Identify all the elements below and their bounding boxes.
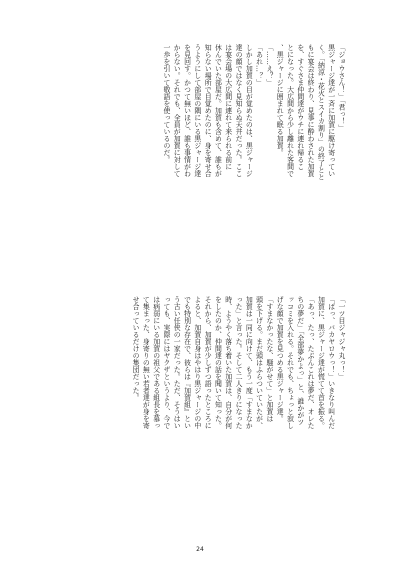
text-column: 一歩を引いて敬語を使っているのだ。 bbox=[161, 44, 170, 163]
text-column: 「あっ、たっ、たぶんこれは夢だ、オレた bbox=[306, 296, 315, 429]
text-column: 「すまなかったな、騒がせて」と加賀は bbox=[264, 296, 273, 422]
text-column: をしたのか、仲間達の話を聞いて知った。 bbox=[213, 296, 222, 429]
text-column: は宴会場の大広間に連れて来られる前に bbox=[223, 44, 232, 170]
text-column: もに宴会は終わり、見事に酔わされた加賀 bbox=[306, 44, 315, 177]
text-column: よると、加賀自身はやはり黒ジャージの中 bbox=[192, 296, 201, 429]
text-column: 、黒ジャージに囲まれて眠る加賀。 bbox=[275, 44, 284, 156]
text-column: ッコミを入れる。それでも、ちょっと寂し bbox=[285, 296, 294, 429]
text-column: を見回す。かつて無いほど、誰も事情がわ bbox=[182, 44, 191, 177]
text-column: 「ジョウさん！」「君っ！」 bbox=[337, 44, 345, 132]
text-column: からない。それでも、全員が加賀に対して bbox=[172, 44, 181, 177]
text-column: て集まった、身寄りの無い若者達が身を寄 bbox=[141, 296, 150, 429]
text-column: 「……え？」 bbox=[264, 44, 273, 86]
text-column: げな顔で加賀を見つめる黒ジャージ達。 bbox=[275, 296, 284, 422]
text-column: とになった。大広間から少し離れた客間で bbox=[285, 44, 294, 177]
text-column: 加賀は一同に向けて、もう一度「すまなか bbox=[244, 296, 253, 429]
text-column: った」と言った。そして二人きりになった bbox=[234, 296, 243, 429]
text-column: 「ばっ、バカヤロウっ！」いきなり叫んだ bbox=[326, 296, 335, 429]
text-column: っても、実際にはヤクザというより、今で bbox=[161, 296, 170, 429]
page-number: 24 bbox=[196, 546, 204, 553]
text-column: う古い任侠の一家だった。ただ、そうはい bbox=[172, 296, 181, 429]
text-column: ちの夢だ」「全部夢かよっ」と、誰かがツ bbox=[295, 296, 304, 426]
text-column: でも特別な存在で、彼らは『加賀組』とい bbox=[182, 296, 191, 429]
text-column: うようにして部屋の隅にいる黒ジャージ達 bbox=[192, 44, 201, 177]
text-column: 「あれ…？」 bbox=[254, 44, 263, 86]
text-column: 知らない場所で目覚めたのに、身を寄せ合 bbox=[203, 44, 212, 177]
text-column: せ合っているだけの集団だった。 bbox=[131, 296, 140, 401]
text-column: 加賀に、黒ジャージ達が慌てて首を振る。 bbox=[316, 296, 325, 429]
text-column: 頭を下げる。まだ頭はふらついていたが、 bbox=[254, 296, 263, 429]
text-column: 休んでいた部屋だ。加賀も含めて、誰もが bbox=[213, 44, 222, 177]
text-column: 黒ジャージ達が一斉に加賀に駆け寄ってい bbox=[326, 44, 335, 177]
text-column: 達の顔ではなく見知らぬ天井だった。ここ bbox=[234, 44, 243, 177]
text-column: それから、加賀が少しずつ語ったところに bbox=[203, 296, 212, 429]
text-column: 時、ようやく落ち着いた加賀は、自分が何 bbox=[223, 296, 232, 429]
text-column: しかし加賀の目が覚めたのは、黒ジャージ bbox=[244, 44, 253, 177]
upper-text-block bbox=[60, 44, 346, 287]
text-column: く。「納涼・花火とスイカ割り」の終了とと bbox=[316, 44, 325, 181]
text-column: は病弱にいる加賀の祖父である組長を慕っ bbox=[151, 296, 160, 429]
text-column: を、すぐさま仲間達がウチに連れ帰るこ bbox=[295, 44, 304, 170]
lower-text-block bbox=[60, 296, 346, 536]
text-column: 「一ツ目ジャジャ丸っ！」 bbox=[337, 296, 345, 380]
